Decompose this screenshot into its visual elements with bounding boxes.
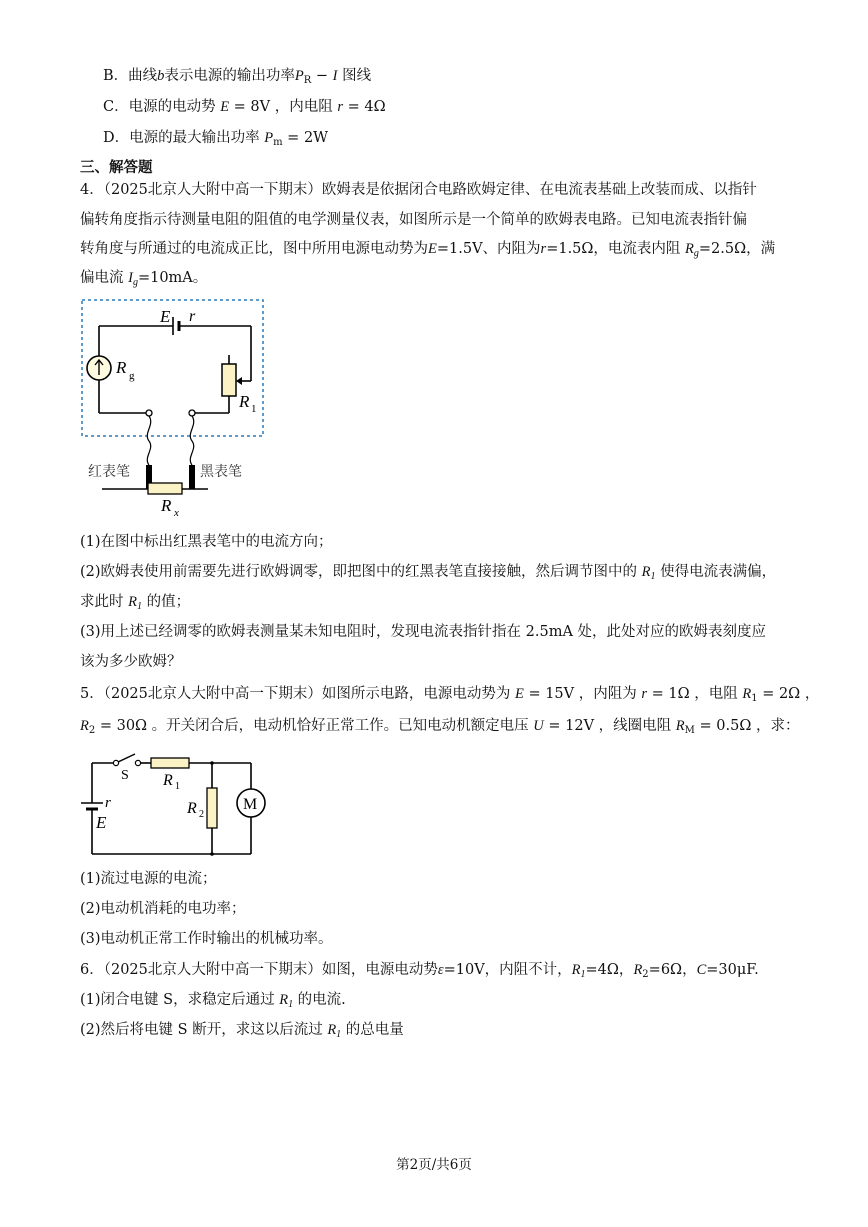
q4-r1: R: [641, 564, 651, 580]
ohmmeter-circuit-diagram: [75, 295, 275, 525]
q5-e: E: [514, 686, 524, 702]
q4-sub2-line2: [80, 592, 190, 617]
q5-sub2: (2)电动机消耗的电功率；: [80, 901, 246, 917]
q4-r1-sub-b: 1: [136, 601, 142, 612]
q5-r: r: [641, 686, 648, 702]
q4-rg: R: [685, 241, 694, 257]
option-b-mid: 表示电源的输出功率: [164, 68, 295, 84]
q4-e: E: [428, 241, 437, 257]
option-c: [103, 97, 386, 117]
q6-sub2-b: 的总电量: [341, 1022, 404, 1038]
option-b-i: I: [332, 68, 338, 84]
motor-circuit-diagram: [75, 748, 275, 863]
resistor-r1: [151, 758, 189, 768]
q5-line2-a: = 30Ω 。开关闭合后，电动机恰好正常工作。已知电动机额定电压: [95, 718, 534, 734]
option-c-r: r: [337, 99, 344, 115]
red-probe-lead: [147, 416, 150, 465]
q6-line1-e: =30μF.: [706, 962, 759, 978]
q6-eps: ε: [437, 962, 444, 978]
label-r1-sub: 1: [175, 781, 180, 792]
q4-sub2-a: (2)欧姆表使用前需要先进行欧姆调零，即把图中的红黑表笔直接接触，然后调节图中的: [80, 564, 642, 580]
q5-line1: [80, 684, 819, 709]
option-d-psub: m: [273, 137, 283, 148]
q5-r2: R: [80, 718, 89, 734]
q4-sub2-d: 的值；: [141, 594, 191, 610]
option-b-text: B．曲线: [103, 68, 158, 84]
label-r2: R: [187, 800, 197, 817]
q6-c: C: [696, 962, 707, 978]
label-e: E: [160, 307, 171, 326]
q4-line4-a: 偏电流: [80, 270, 129, 286]
resistor-r2: [207, 788, 217, 828]
option-c-eq1: = 8V ，内电阻: [229, 99, 338, 115]
q6-sub1-a: (1)闭合电键 S，求稳定后通过: [80, 992, 280, 1008]
q5-sub1: (1)流过电源的电流；: [80, 871, 217, 887]
q5-line1-c: = 1Ω ，电阻: [647, 686, 743, 702]
label-r2-sub: 2: [199, 809, 204, 820]
q6-r2: R: [633, 962, 643, 978]
q6-sub1-r1-sub: 1: [288, 999, 294, 1010]
q6-sub2: [80, 1020, 404, 1045]
q4-line3-a: 转角度与所通过的电流成正比，图中所用电源电动势为: [80, 241, 428, 257]
option-b-suffix: 图线: [337, 68, 372, 84]
q6-r1: R: [571, 962, 581, 978]
q6-sub1-b: 的电流.: [293, 992, 346, 1008]
option-c-text: C．电源的电动势: [103, 99, 221, 115]
q6-sub2-r1: R: [327, 1022, 337, 1038]
q5-line1-a: 5．（2025北京人大附中高一下期末）如图所示电路，电源电动势为: [80, 686, 515, 702]
q6-line1-d: =6Ω，: [648, 962, 697, 978]
option-d-p: P: [264, 130, 274, 146]
label-r1: R: [239, 392, 250, 411]
q6-line1-c: =4Ω，: [585, 962, 634, 978]
q4-sub2-c: 求此时: [80, 594, 129, 610]
option-b: [103, 66, 371, 91]
black-probe: [189, 465, 195, 489]
q6-line1-a: 6．（2025北京人大附中高一下期末）如图，电源电动势: [80, 962, 438, 978]
q5-rm: R: [675, 718, 685, 734]
switch-right-contact: [135, 760, 140, 765]
label-r1: R: [163, 772, 173, 789]
black-terminal: [189, 410, 195, 416]
q5-line1-d: = 2Ω ，: [757, 686, 820, 702]
option-c-e: E: [220, 99, 230, 115]
page-footer: 第2页/共6页: [396, 1157, 472, 1173]
q4-ig: I: [128, 270, 133, 286]
label-r: r: [105, 795, 111, 811]
option-b-minus: −: [311, 68, 333, 84]
red-terminal: [146, 410, 152, 416]
option-b-p: P: [294, 68, 304, 84]
q5-line2-b: = 12V ，线圈电阻: [543, 718, 676, 734]
label-r1-sub: 1: [251, 403, 257, 415]
q4-line4-b: =10mA。: [137, 270, 208, 286]
q4-line3-b: =1.5V、内阻为: [436, 241, 541, 257]
q5-rm-sub: M: [684, 725, 695, 736]
red-probe-label: 红表笔: [88, 465, 130, 480]
q6-sub2-r1-sub: 1: [336, 1029, 342, 1040]
q6-sub2-a: (2)然后将电键 S 断开，求这以后流过: [80, 1022, 328, 1038]
rheostat-r1: [222, 364, 236, 396]
option-b-var: b: [157, 68, 165, 84]
option-c-eq2: = 4Ω: [343, 99, 386, 115]
q5-sub3: (3)电动机正常工作时输出的机械功率。: [80, 931, 333, 947]
q6-sub1-r1: R: [279, 992, 289, 1008]
q5-r1: R: [742, 686, 752, 702]
q4-line3-d: =2.5Ω，满: [698, 241, 776, 257]
label-m: M: [243, 796, 258, 813]
label-s: S: [121, 768, 129, 783]
q5-line1-b: = 15V ，内阻为: [523, 686, 642, 702]
q6-line1-b: =10V，内阻不计，: [443, 962, 572, 978]
option-d: [103, 128, 328, 153]
option-d-text: D．电源的最大输出功率: [103, 130, 265, 146]
option-b-psub: R: [303, 75, 312, 86]
q4-line2: 偏转角度指示待测量电阻的阻值的电学测量仪表，如图所示是一个简单的欧姆表电路。已知电流表指针偏: [80, 212, 747, 228]
q4-line3-c: =1.5Ω，电流表内阻: [546, 241, 686, 257]
label-rg-sub: g: [129, 370, 135, 382]
q4-sub3-line2: 该为多少欧姆？: [80, 654, 182, 670]
q4-line4: [80, 268, 207, 293]
label-rg: R: [116, 358, 127, 377]
q5-line2: [80, 716, 799, 741]
q4-line3: [80, 239, 775, 264]
q4-ig-sub: g: [132, 277, 138, 288]
q4-sub3-line1: (3)用上述已经调零的欧姆表测量某未知电阻时，发现电流表指针指在 2.5mA 处，此处对应的欧姆表刻度应: [80, 624, 767, 640]
q5-u: U: [533, 718, 544, 734]
switch-blade: [118, 754, 135, 762]
label-rx: R: [161, 496, 172, 515]
q4-r: r: [540, 241, 547, 257]
q4-rg-sub: g: [693, 248, 699, 259]
resistor-rx: [148, 483, 182, 494]
q4-r1-b: R: [128, 594, 137, 610]
q6-r1-sub: 1: [580, 969, 586, 980]
black-probe-label: 黑表笔: [200, 465, 242, 480]
q6-sub1: [80, 990, 346, 1015]
label-rx-sub: x: [174, 507, 179, 519]
q5-r1-sub: 1: [751, 693, 758, 704]
black-probe-lead: [190, 416, 193, 465]
option-d-eq: = 2W: [282, 130, 329, 146]
rheostat-slider-arrow-icon: [236, 377, 242, 385]
q5-line2-c: = 0.5Ω ，求：: [694, 718, 800, 734]
q4-r1-sub: 1: [650, 571, 656, 582]
q5-r2-sub: 2: [88, 725, 96, 736]
q4-sub1: (1)在图中标出红黑表笔中的电流方向；: [80, 534, 333, 550]
switch-left-contact: [113, 760, 118, 765]
q6-r2-sub: 2: [642, 969, 649, 980]
section-heading: 三、解答题: [80, 159, 153, 176]
label-e: E: [96, 813, 107, 832]
q4-sub2-b: 使得电流表满偏，: [655, 564, 777, 580]
q4-line1: 4．（2025北京人大附中高一下期末）欧姆表是依据闭合电路欧姆定律、在电流表基础上改装而成、以指针: [80, 182, 757, 198]
q6-line1: [80, 960, 759, 985]
label-r: r: [189, 308, 196, 325]
q4-sub2-line1: [80, 562, 776, 587]
